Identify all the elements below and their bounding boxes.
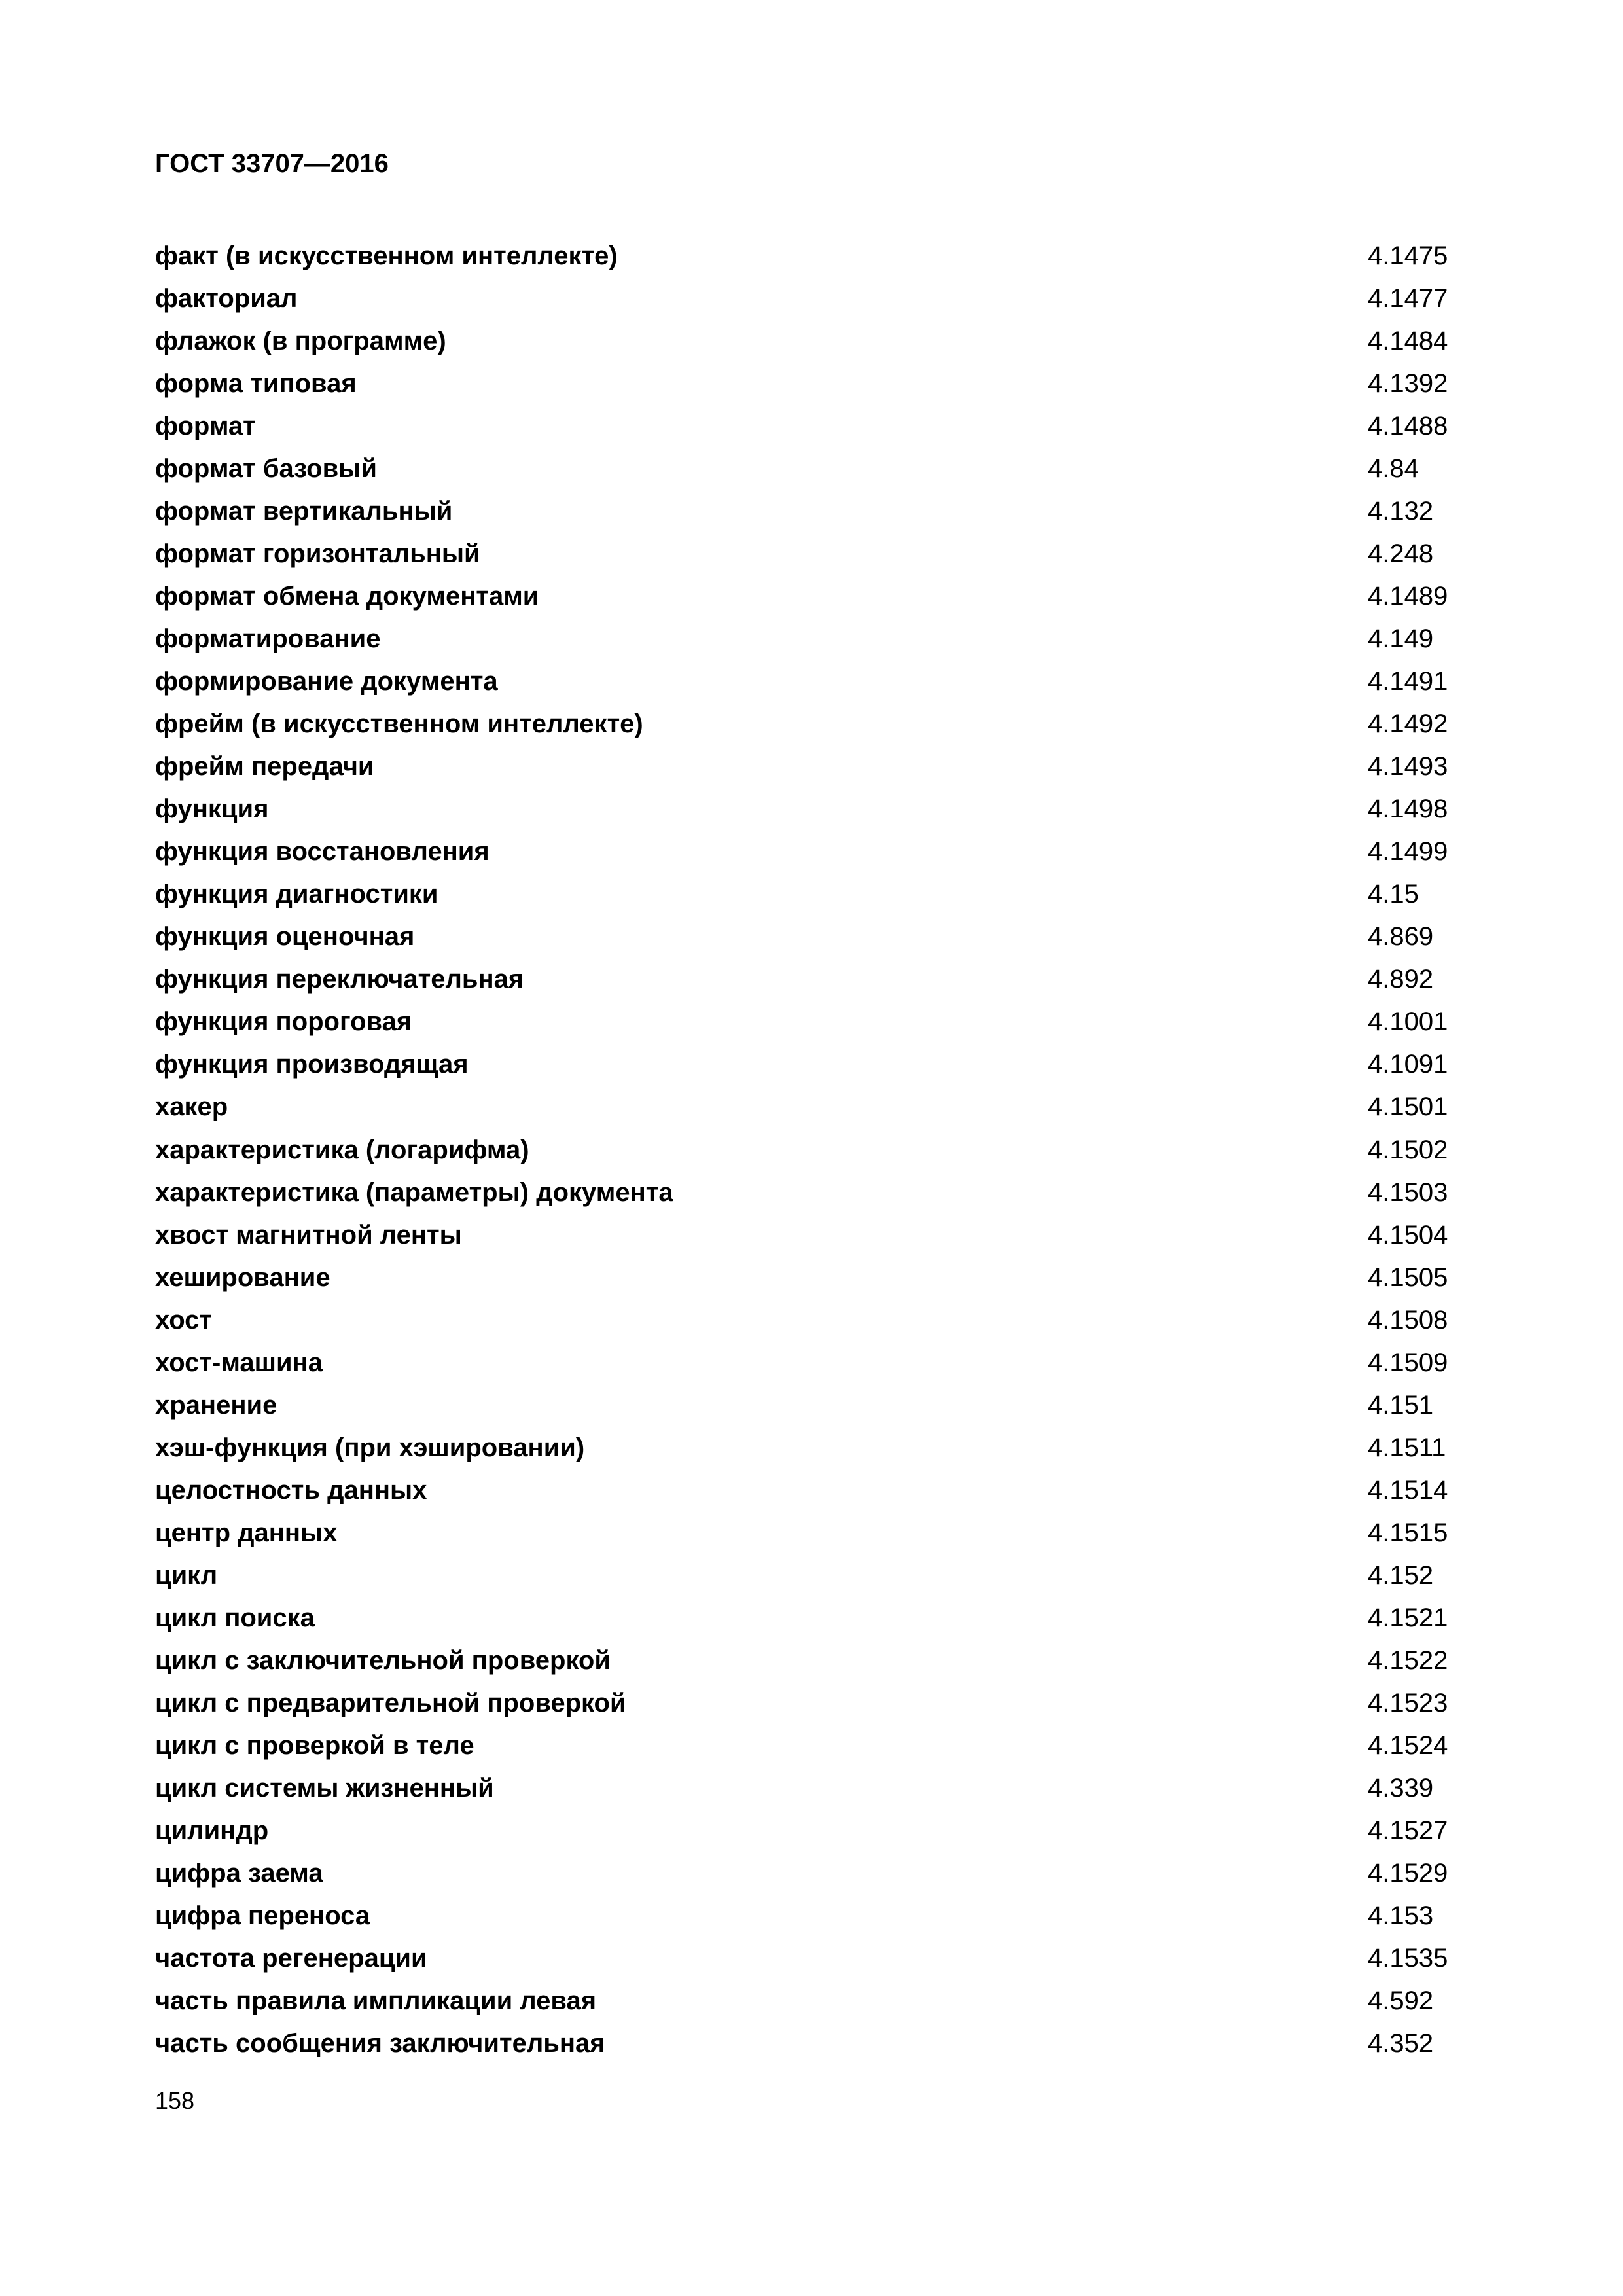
index-entry — [155, 660, 1477, 702]
index-term-reference: 4.1091 — [1368, 1050, 1448, 1079]
index-entry — [155, 1341, 1477, 1384]
index-entry — [155, 1767, 1477, 1810]
index-term: факт (в искусственном интеллекте) — [155, 241, 618, 270]
index-entry — [155, 1469, 1477, 1511]
index-term-reference: 4.132 — [1368, 496, 1434, 526]
index-term-reference: 4.1508 — [1368, 1305, 1448, 1335]
index-term: формат — [155, 411, 256, 440]
index-term: функция переключательная — [155, 965, 524, 994]
index-term: цикл с проверкой в теле — [155, 1731, 474, 1761]
index-term: формат обмена документами — [155, 581, 539, 611]
index-term-reference: 4.1521 — [1368, 1604, 1448, 1633]
index-term-reference: 4.1491 — [1368, 666, 1448, 696]
index-term: характеристика (логарифма) — [155, 1135, 529, 1164]
index-term-reference: 4.1477 — [1368, 283, 1448, 313]
index-entry — [155, 1426, 1477, 1469]
index-term: цикл с предварительной проверкой — [155, 1689, 626, 1718]
index-term: функция диагностики — [155, 880, 438, 909]
index-term: цикл — [155, 1560, 218, 1590]
index-term: хэш-функция (при хэшировании) — [155, 1433, 585, 1462]
index-entry — [155, 1086, 1477, 1128]
index-entry — [155, 1554, 1477, 1596]
index-entry — [155, 1299, 1477, 1341]
index-entry — [155, 575, 1477, 617]
index-entry — [155, 958, 1477, 1001]
index-term-reference: 4.1475 — [1368, 241, 1448, 270]
index-term: цифра переноса — [155, 1901, 370, 1931]
index-term-reference: 4.1501 — [1368, 1092, 1448, 1122]
index-term-reference: 4.1502 — [1368, 1135, 1448, 1164]
index-term: цикл системы жизненный — [155, 1774, 494, 1803]
index-entry — [155, 490, 1477, 532]
index-term: хост-машина — [155, 1348, 323, 1377]
index-entry — [155, 404, 1477, 447]
index-entry — [155, 916, 1477, 958]
index-term-reference: 4.1523 — [1368, 1689, 1448, 1718]
index-term-reference: 4.1493 — [1368, 752, 1448, 781]
index-entry — [155, 1128, 1477, 1171]
index-term: функция восстановления — [155, 837, 490, 867]
index-term: цикл поиска — [155, 1604, 315, 1633]
index-entry — [155, 319, 1477, 362]
index-term-reference: 4.1503 — [1368, 1177, 1448, 1207]
index-term-reference: 4.1392 — [1368, 368, 1448, 398]
index-term-reference: 4.1524 — [1368, 1731, 1448, 1761]
index-term: цилиндр — [155, 1816, 269, 1846]
index-term: формат вертикальный — [155, 496, 453, 526]
index-entry — [155, 362, 1477, 404]
index-term: форматирование — [155, 624, 381, 653]
index-term: функция оценочная — [155, 922, 415, 952]
page-number: 158 — [155, 2087, 195, 2114]
index-term-reference: 4.1492 — [1368, 709, 1448, 739]
index-term: формирование документа — [155, 666, 498, 696]
index-term-reference: 4.151 — [1368, 1390, 1434, 1420]
index-entry — [155, 532, 1477, 575]
index-term-reference: 4.1489 — [1368, 581, 1448, 611]
index-term-reference: 4.1484 — [1368, 326, 1448, 355]
index-entry — [155, 1001, 1477, 1043]
index-term: хранение — [155, 1390, 277, 1420]
index-entry — [155, 1937, 1477, 1980]
index-term: центр данных — [155, 1518, 338, 1547]
index-entry — [155, 234, 1477, 277]
index-entry — [155, 1597, 1477, 1640]
index-term: фрейм передачи — [155, 752, 374, 781]
index-term-reference: 4.1527 — [1368, 1816, 1448, 1846]
index-entry — [155, 1256, 1477, 1299]
index-entry — [155, 788, 1477, 831]
index-term-reference: 4.1515 — [1368, 1518, 1448, 1547]
index-term: формат горизонтальный — [155, 539, 480, 568]
index-entry — [155, 831, 1477, 873]
alphabetical-term-index — [155, 234, 1477, 2065]
index-entry — [155, 1640, 1477, 1682]
index-term-reference: 4.1535 — [1368, 1944, 1448, 1973]
index-entry — [155, 1895, 1477, 1937]
index-term-reference: 4.1001 — [1368, 1007, 1448, 1037]
index-term-reference: 4.1511 — [1368, 1433, 1446, 1462]
index-entry — [155, 745, 1477, 788]
index-entry — [155, 1043, 1477, 1086]
index-term-reference: 4.869 — [1368, 922, 1434, 952]
index-entry — [155, 1213, 1477, 1256]
index-term: хакер — [155, 1092, 228, 1122]
index-term-reference: 4.1529 — [1368, 1859, 1448, 1888]
index-entry — [155, 2022, 1477, 2065]
index-term-reference: 4.15 — [1368, 880, 1419, 909]
index-term-reference: 4.153 — [1368, 1901, 1434, 1931]
index-term: функция — [155, 795, 269, 824]
index-term: цифра заема — [155, 1859, 323, 1888]
index-term: часть сообщения заключительная — [155, 2029, 605, 2058]
index-term-reference: 4.592 — [1368, 1986, 1434, 2016]
index-term-reference: 4.1505 — [1368, 1263, 1448, 1292]
index-term-reference: 4.1488 — [1368, 411, 1448, 440]
index-term: фрейм (в искусственном интеллекте) — [155, 709, 643, 739]
index-term: хост — [155, 1305, 212, 1335]
index-term-reference: 4.152 — [1368, 1560, 1434, 1590]
index-entry — [155, 617, 1477, 660]
index-entry — [155, 1171, 1477, 1213]
index-term: функция производящая — [155, 1050, 469, 1079]
index-entry — [155, 873, 1477, 916]
index-term: часть правила импликации левая — [155, 1986, 597, 2016]
index-entry — [155, 1384, 1477, 1426]
index-term: форма типовая — [155, 368, 357, 398]
index-term: целостность данных — [155, 1475, 427, 1505]
index-entry — [155, 277, 1477, 319]
index-entry — [155, 1511, 1477, 1554]
index-term-reference: 4.248 — [1368, 539, 1434, 568]
index-term: хвост магнитной ленты — [155, 1220, 462, 1249]
index-term-reference: 4.84 — [1368, 454, 1419, 483]
index-entry — [155, 1980, 1477, 2022]
index-term-reference: 4.149 — [1368, 624, 1434, 653]
index-term-reference: 4.1514 — [1368, 1475, 1448, 1505]
index-entry — [155, 447, 1477, 490]
index-entry — [155, 703, 1477, 745]
index-term-reference: 4.339 — [1368, 1774, 1434, 1803]
index-term: формат базовый — [155, 454, 377, 483]
index-term-reference: 4.1504 — [1368, 1220, 1448, 1249]
index-entry — [155, 1852, 1477, 1895]
index-entry — [155, 1725, 1477, 1767]
index-entry — [155, 1810, 1477, 1852]
index-term-reference: 4.352 — [1368, 2029, 1434, 2058]
index-term-reference: 4.1509 — [1368, 1348, 1448, 1377]
index-term: флажок (в программе) — [155, 326, 446, 355]
index-term: цикл с заключительной проверкой — [155, 1646, 611, 1676]
index-term-reference: 4.892 — [1368, 965, 1434, 994]
index-term-reference: 4.1522 — [1368, 1646, 1448, 1676]
index-term: функция пороговая — [155, 1007, 412, 1037]
index-entry — [155, 1682, 1477, 1725]
index-term-reference: 4.1499 — [1368, 837, 1448, 867]
index-term: характеристика (параметры) документа — [155, 1177, 673, 1207]
index-term: частота регенерации — [155, 1944, 427, 1973]
index-term: факториал — [155, 283, 298, 313]
index-term: хеширование — [155, 1263, 330, 1292]
index-term-reference: 4.1498 — [1368, 795, 1448, 824]
standard-designation: ГОСТ 33707—2016 — [155, 149, 389, 178]
